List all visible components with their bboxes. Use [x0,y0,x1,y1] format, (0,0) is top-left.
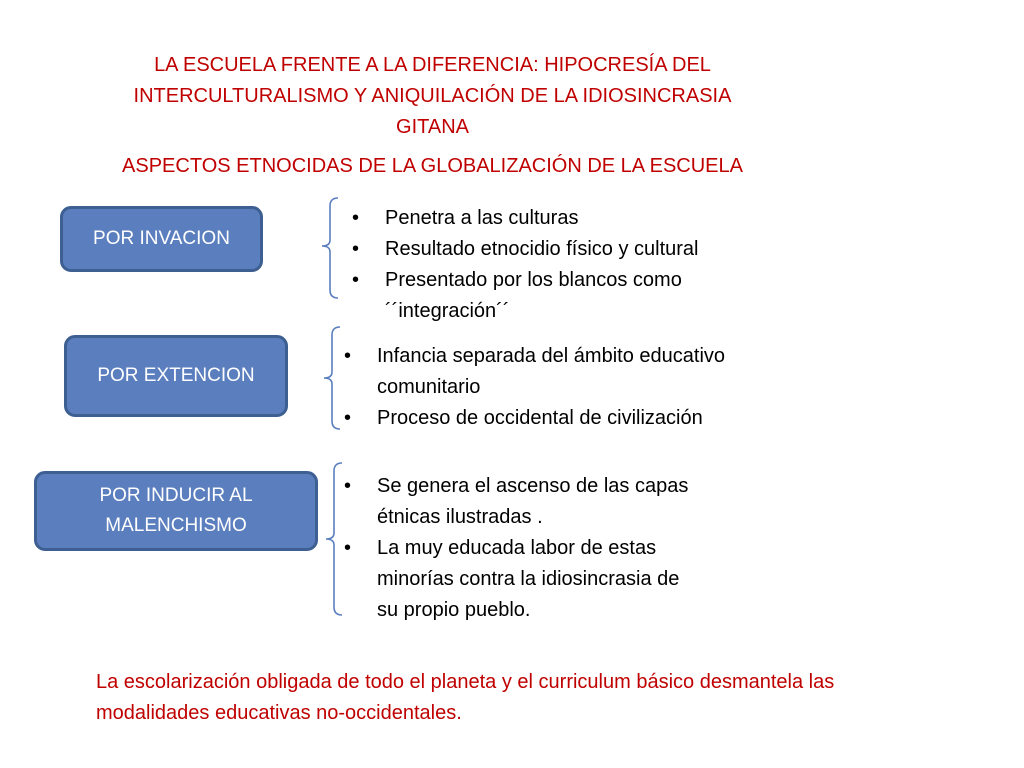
box-label-line: POR INDUCIR AL [99,485,253,506]
list-invacion [345,203,699,327]
box-label-line: POR INVACION [93,228,230,249]
box-por-invacion [60,206,263,272]
list-item: • La muy educada labor de estas minorías contra la idiosincrasia de su propio pueblo. [337,533,688,626]
slide-title [100,50,765,143]
list-item: • Presentado por los blancos como ´´integración´´ [345,265,699,327]
list-item: • Penetra a las culturas [345,203,699,234]
title-line-3: GITANA [396,116,469,138]
list-malenchismo [337,471,688,626]
box-por-extencion [64,335,288,417]
footer-note [96,667,996,729]
list-extencion [337,341,725,434]
list-item: • Se genera el ascenso de las capas étnicas ilustradas . [337,471,688,533]
slide-subtitle: ASPECTOS ETNOCIDAS DE LA GLOBALIZACIÓN DE LA ESCUELA [122,155,743,177]
list-item: • Infancia separada del ámbito educativo comunitario [337,341,725,403]
box-label-line: MALENCHISMO [105,515,247,536]
title-line-1: LA ESCUELA FRENTE A LA DIFERENCIA: HIPOCRESÍA DEL [154,54,711,76]
footer-line-1: La escolarización obligada de todo el planeta y el curriculum básico desmantela las [96,671,835,693]
box-por-inducir-al-malenchismo [34,471,318,551]
list-item: • Resultado etnocidio físico y cultural [345,234,699,265]
list-item: • Proceso de occidental de civilización [337,403,725,434]
box-label-line: POR EXTENCION [97,365,255,386]
title-line-2: INTERCULTURALISMO Y ANIQUILACIÓN DE LA IDIOSINCRASIA [133,85,732,107]
footer-line-2: modalidades educativas no-occidentales. [96,702,462,724]
bracket-invacion [318,196,342,300]
